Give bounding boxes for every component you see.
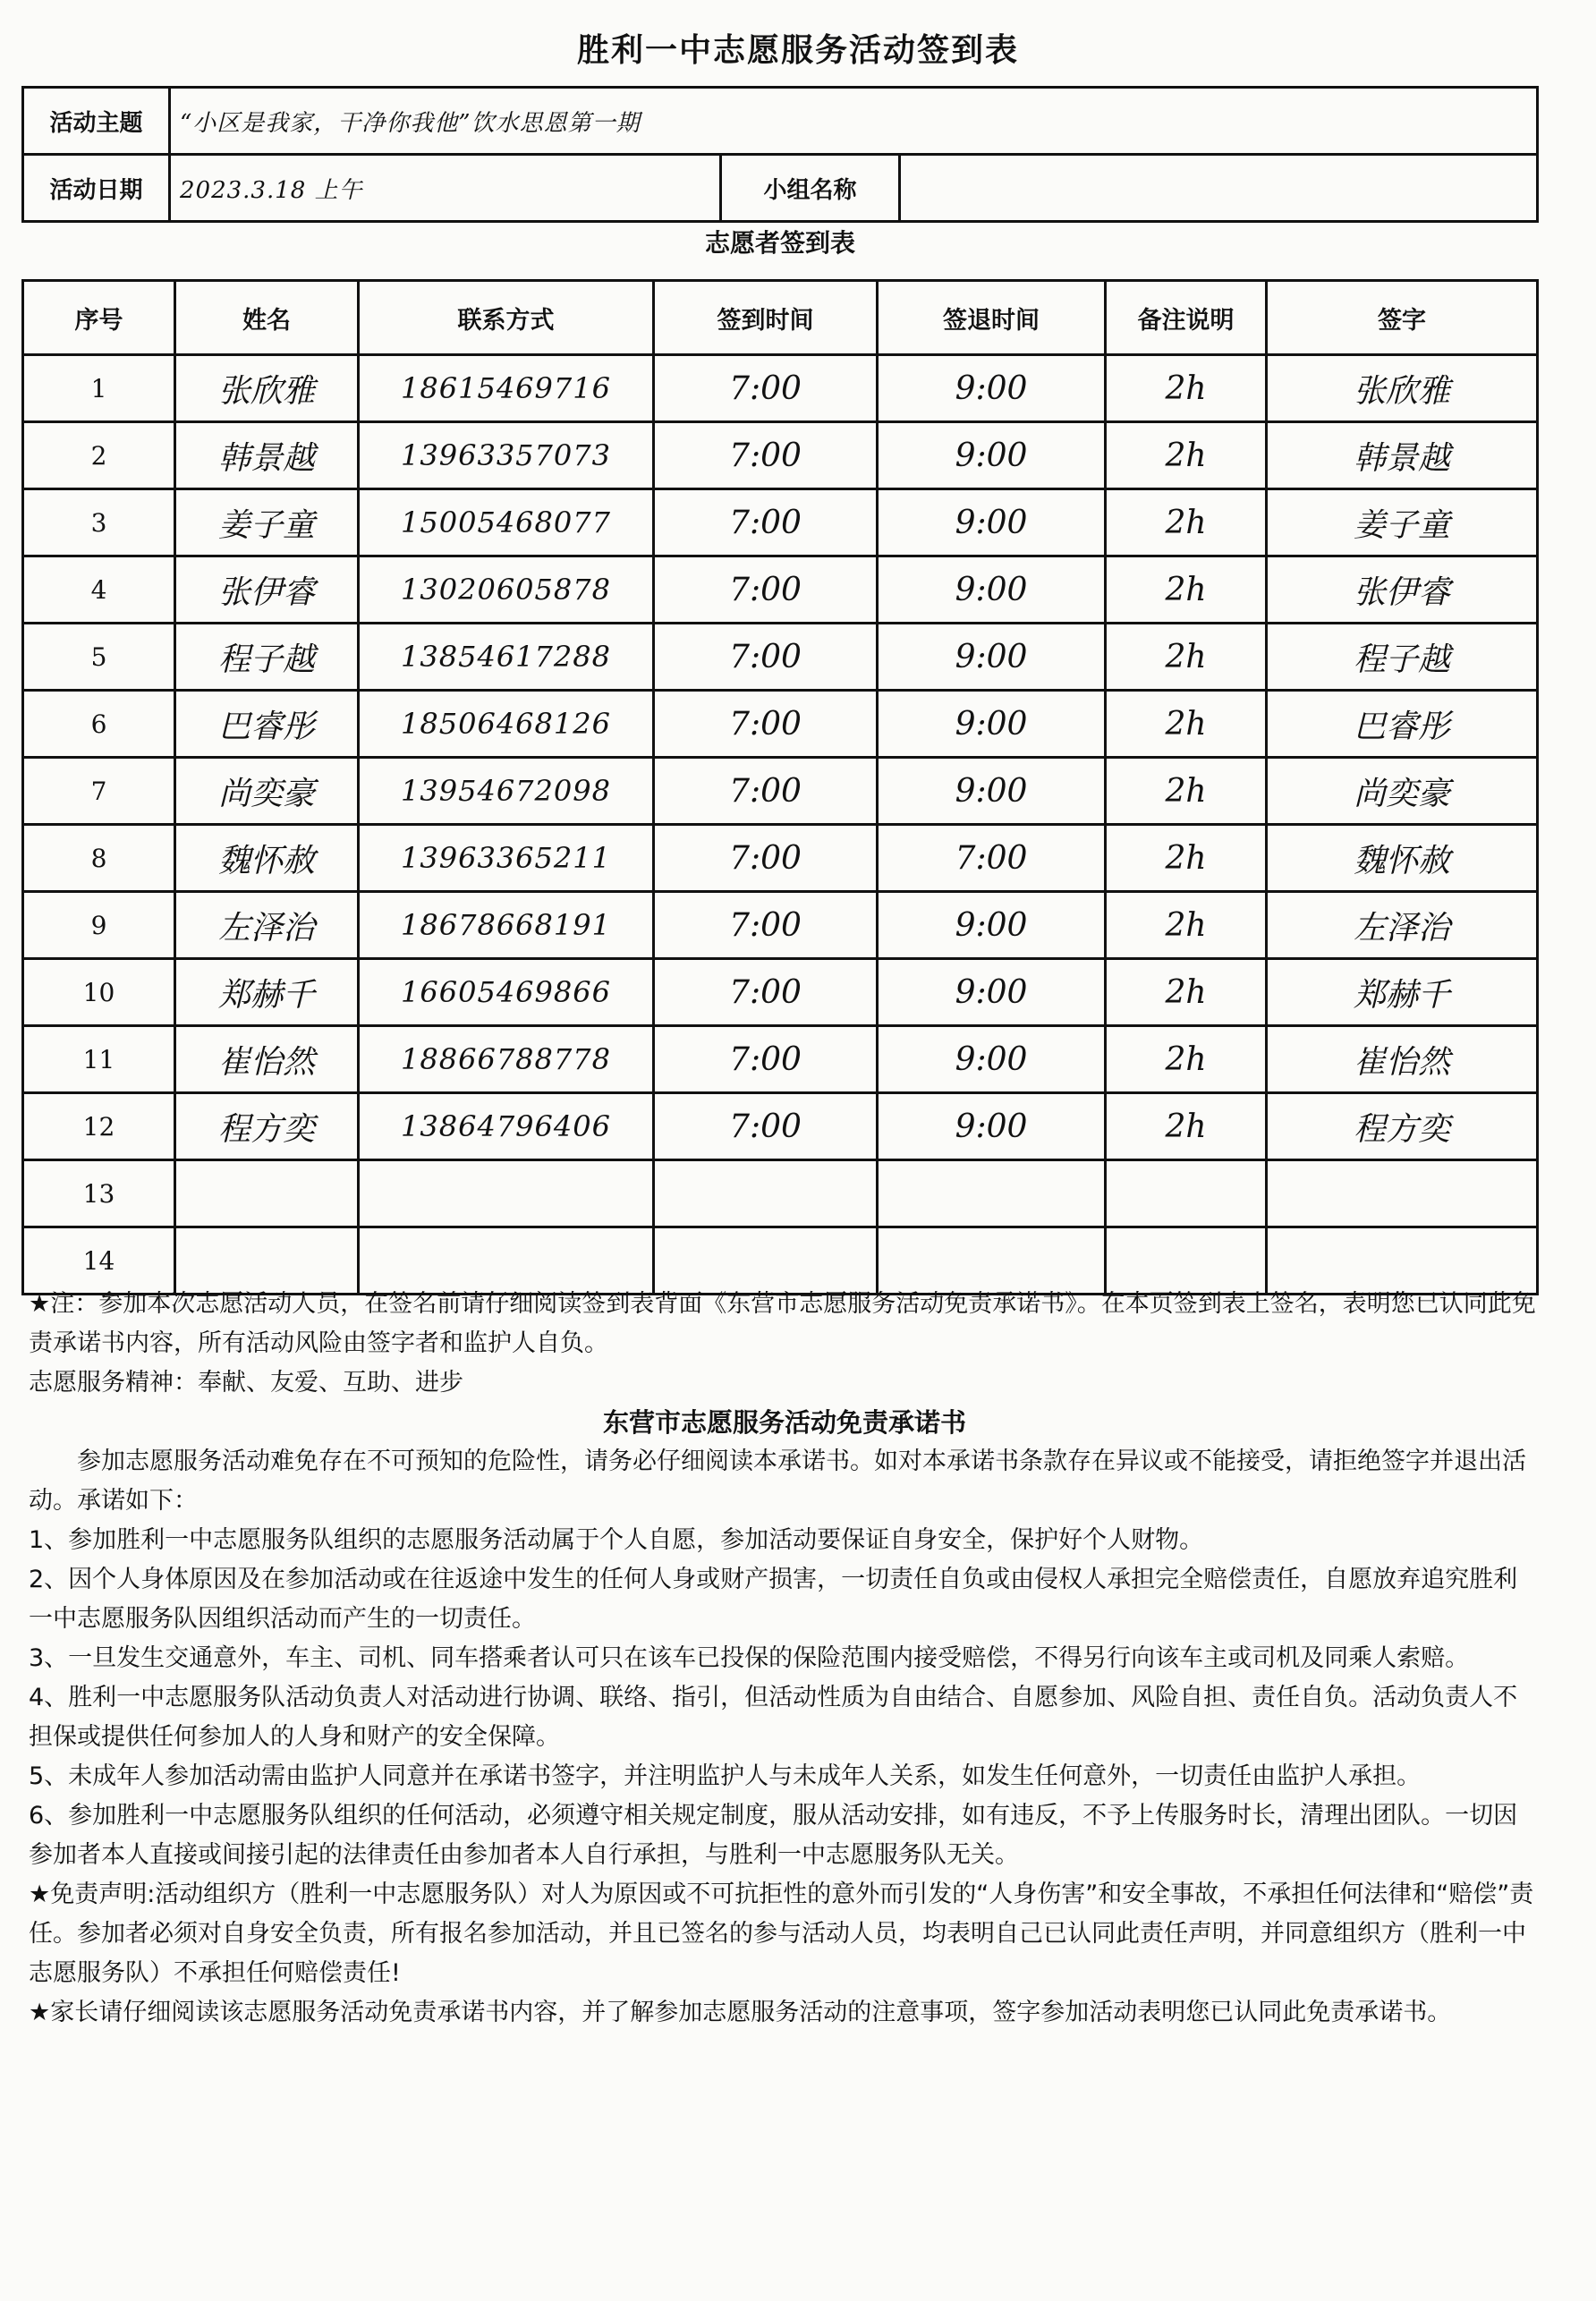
table-row — [23, 825, 1538, 892]
date-label: 活动日期 — [23, 155, 170, 222]
check-out-time: 9:00 — [878, 355, 1106, 422]
phone-number: 18615469716 — [359, 355, 654, 422]
signature: 张伊睿 — [1267, 556, 1538, 624]
sign-table-title: 志愿者签到表 — [704, 228, 855, 258]
volunteer-spirit: 志愿服务精神：奉献、友爱、互助、进步 — [29, 1369, 463, 1397]
disclaimer-item: 3、一旦发生交通意外，车主、司机、同车搭乘者认可只在该车已投保的保险范围内接受赔偿，不得另行向该车主或司机及同乘人索赔。 — [29, 1644, 1470, 1672]
volunteer-name: 左泽治 — [175, 892, 359, 959]
group-value — [900, 155, 1538, 222]
disclaimer-item: 1、参加胜利一中志愿服务队组织的志愿服务活动属于个人自愿，参加活动要保证自身安全，保护好个人财物。 — [29, 1526, 1204, 1554]
row-number: 2 — [23, 422, 175, 489]
signature: 魏怀赦 — [1267, 825, 1538, 892]
disclaimer-item: 2、因个人身体原因及在参加活动或在往返途中发生的任何人身或财产损害，一切责任自负或由侵权人承担完全赔偿责任，自愿放弃追究胜利一中志愿服务队因组织活动而产生的一切责任。 — [29, 1566, 1518, 1633]
check-out-time: 9:00 — [878, 489, 1106, 556]
remark: 2h — [1106, 489, 1267, 556]
table-row — [23, 556, 1538, 624]
row-number: 13 — [23, 1160, 175, 1227]
phone-number: 13854617288 — [359, 624, 654, 691]
disclaimer-title: 东营市志愿服务活动免责承诺书 — [602, 1407, 966, 1438]
check-in-time: 7:00 — [654, 556, 878, 624]
remark: 2h — [1106, 825, 1267, 892]
row-number: 11 — [23, 1026, 175, 1093]
check-in-time: 7:00 — [654, 355, 878, 422]
remark: 2h — [1106, 422, 1267, 489]
phone-number: 18866788778 — [359, 1026, 654, 1093]
volunteer-name: 张伊睿 — [175, 556, 359, 624]
phone-number: 18678668191 — [359, 892, 654, 959]
table-row — [23, 624, 1538, 691]
signature: 姜子童 — [1267, 489, 1538, 556]
table-header-row — [23, 281, 1538, 355]
volunteer-name: 程方奕 — [175, 1093, 359, 1160]
signature: 左泽治 — [1267, 892, 1538, 959]
volunteer-name: 程子越 — [175, 624, 359, 691]
signature: 尚奕豪 — [1267, 758, 1538, 825]
disclaimer-item: 4、胜利一中志愿服务队活动负责人对活动进行协调、联络、指引，但活动性质为自由结合、自愿参加、风险自担、责任自负。活动负责人不担保或提供任何参加人的人身和财产的安全保障。 — [29, 1684, 1518, 1751]
check-out-time: 9:00 — [878, 691, 1106, 758]
table-row — [23, 355, 1538, 422]
row-number: 6 — [23, 691, 175, 758]
phone-number: 13864796406 — [359, 1093, 654, 1160]
column-header: 序号 — [23, 281, 175, 355]
check-out-time: 9:00 — [878, 1093, 1106, 1160]
check-in-time: 7:00 — [654, 489, 878, 556]
table-row — [23, 758, 1538, 825]
remark — [1106, 1160, 1267, 1227]
check-in-time: 7:00 — [654, 758, 878, 825]
table-row — [23, 422, 1538, 489]
phone-number: 13954672098 — [359, 758, 654, 825]
signature: 韩景越 — [1267, 422, 1538, 489]
signature: 程子越 — [1267, 624, 1538, 691]
theme-label: 活动主题 — [23, 88, 170, 155]
check-out-time: 9:00 — [878, 556, 1106, 624]
signature: 崔怡然 — [1267, 1026, 1538, 1093]
registration-note: ★注：参加本次志愿活动人员，在签名前请仔细阅读签到表背面《东营市志愿服务活动免责承诺书》。在本页签到表上签名，表明您已认同此免责承诺书内容，所有活动风险由签字者和监护人自负。 — [29, 1290, 1536, 1357]
check-in-time: 7:00 — [654, 959, 878, 1026]
activity-header-table — [21, 86, 1539, 223]
volunteer-name: 郑赫千 — [175, 959, 359, 1026]
exemption-statement: ★免责声明:活动组织方（胜利一中志愿服务队）对人为原因或不可抗拒性的意外而引发的“人身伤害”和安全事故，不承担任何法律和“赔偿”责任。参加者必须对自身安全负责，所有报名参加活动，并且已签名的参与活动人员，均表明自己已认同此责任声明，并同意组织方（胜利一中志愿服务队）不承担任何赔偿责任! — [29, 1881, 1534, 1987]
table-row — [23, 1093, 1538, 1160]
row-number: 7 — [23, 758, 175, 825]
remark: 2h — [1106, 355, 1267, 422]
check-out-time: 9:00 — [878, 959, 1106, 1026]
check-in-time: 7:00 — [654, 422, 878, 489]
column-header: 签到时间 — [654, 281, 878, 355]
row-number: 1 — [23, 355, 175, 422]
check-out-time: 9:00 — [878, 624, 1106, 691]
volunteer-name: 巴睿彤 — [175, 691, 359, 758]
remark: 2h — [1106, 1093, 1267, 1160]
disclaimer-item: 6、参加胜利一中志愿服务队组织的任何活动，必须遵守相关规定制度，服从活动安排，如有违反，不予上传服务时长，清理出团队。一切因参加者本人直接或间接引起的法律责任由参加者本人自行承担，与胜利一中志愿服务队无关。 — [29, 1802, 1518, 1869]
disclaimer-item: 5、未成年人参加活动需由监护人同意并在承诺书签字，并注明监护人与未成年人关系，如发生任何意外，一切责任由监护人承担。 — [29, 1762, 1422, 1790]
row-number: 9 — [23, 892, 175, 959]
check-out-time: 9:00 — [878, 758, 1106, 825]
parent-notice: ★家长请仔细阅读该志愿服务活动免责承诺书内容，并了解参加志愿服务活动的注意事项，签字参加活动表明您已认同此免责承诺书。 — [29, 1999, 1452, 2026]
check-in-time: 7:00 — [654, 892, 878, 959]
phone-number: 13963365211 — [359, 825, 654, 892]
signature — [1267, 1160, 1538, 1227]
check-in-time: 7:00 — [654, 1093, 878, 1160]
check-out-time — [878, 1160, 1106, 1227]
group-label: 小组名称 — [721, 155, 900, 222]
phone-number: 13963357073 — [359, 422, 654, 489]
signature: 张欣雅 — [1267, 355, 1538, 422]
remark: 2h — [1106, 624, 1267, 691]
signature: 巴睿彤 — [1267, 691, 1538, 758]
table-row — [23, 892, 1538, 959]
phone-number — [359, 1160, 654, 1227]
volunteer-name — [175, 1160, 359, 1227]
remark: 2h — [1106, 758, 1267, 825]
row-number: 5 — [23, 624, 175, 691]
disclaimer-intro: 参加志愿服务活动难免存在不可预知的危险性，请务必仔细阅读本承诺书。如对本承诺书条款存在异议或不能接受，请拒绝签字并退出活动。承诺如下： — [29, 1448, 1526, 1515]
volunteer-name: 崔怡然 — [175, 1026, 359, 1093]
table-row — [23, 691, 1538, 758]
remark: 2h — [1106, 959, 1267, 1026]
volunteer-name: 张欣雅 — [175, 355, 359, 422]
row-number: 4 — [23, 556, 175, 624]
theme-value: “小区是我家，干净你我他”饮水思恩第一期 — [170, 88, 1538, 155]
column-header: 备注说明 — [1106, 281, 1267, 355]
check-out-time: 9:00 — [878, 1026, 1106, 1093]
row-number: 8 — [23, 825, 175, 892]
volunteer-name: 魏怀赦 — [175, 825, 359, 892]
column-header: 联系方式 — [359, 281, 654, 355]
check-in-time: 7:00 — [654, 624, 878, 691]
column-header: 姓名 — [175, 281, 359, 355]
row-number: 14 — [23, 1227, 175, 1295]
table-row — [23, 1160, 1538, 1227]
signature: 郑赫千 — [1267, 959, 1538, 1026]
page-title: 胜利一中志愿服务活动签到表 — [576, 32, 1019, 69]
row-number: 12 — [23, 1093, 175, 1160]
remark: 2h — [1106, 691, 1267, 758]
phone-number: 16605469866 — [359, 959, 654, 1026]
check-in-time: 7:00 — [654, 691, 878, 758]
check-in-time: 7:00 — [654, 1026, 878, 1093]
check-in-time: 7:00 — [654, 825, 878, 892]
column-header: 签退时间 — [878, 281, 1106, 355]
notes-section — [29, 1285, 1541, 2033]
row-number: 3 — [23, 489, 175, 556]
date-value: 2023.3.18 上午 — [170, 155, 721, 222]
remark: 2h — [1106, 1026, 1267, 1093]
phone-number: 15005468077 — [359, 489, 654, 556]
volunteer-name: 韩景越 — [175, 422, 359, 489]
check-in-time — [654, 1160, 878, 1227]
table-row — [23, 489, 1538, 556]
signature: 程方奕 — [1267, 1093, 1538, 1160]
check-out-time: 9:00 — [878, 422, 1106, 489]
volunteer-name: 尚奕豪 — [175, 758, 359, 825]
column-header: 签字 — [1267, 281, 1538, 355]
check-out-time: 9:00 — [878, 892, 1106, 959]
check-out-time: 7:00 — [878, 825, 1106, 892]
table-row — [23, 1026, 1538, 1093]
phone-number: 13020605878 — [359, 556, 654, 624]
volunteer-name: 姜子童 — [175, 489, 359, 556]
row-number: 10 — [23, 959, 175, 1026]
phone-number: 18506468126 — [359, 691, 654, 758]
remark: 2h — [1106, 892, 1267, 959]
sign-in-table — [21, 279, 1539, 1295]
remark: 2h — [1106, 556, 1267, 624]
table-row — [23, 959, 1538, 1026]
